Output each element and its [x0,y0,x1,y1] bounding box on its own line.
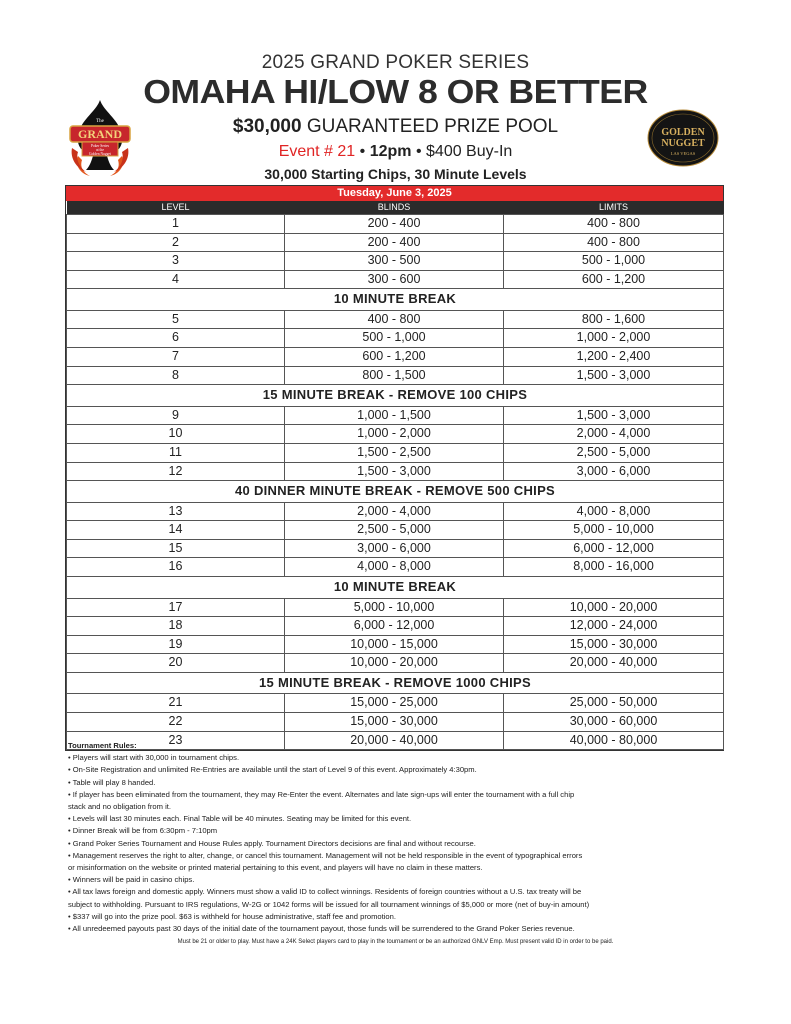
event-number: Event # 21 [278,143,356,160]
level-row [67,502,724,521]
rule-item: • Grand Poker Series Tournament and House Rules apply. Tournament Directors decisions are final and without recourse. [68,838,476,848]
blinds-cell: 600 - 1,200 [285,348,504,367]
level-cell: 3 [67,252,285,271]
event-time: 12pm [369,143,412,160]
rule-item: • All unredeemed payouts past 30 days of the initial date of the tournament payout, those funds will be surrendered to the Grand Poker Series revenue. [68,924,575,934]
event-title: OMAHA HI/LOW 8 OR BETTER [143,73,648,110]
gn-logo-line1: GOLDEN [661,127,705,138]
level-row [67,215,724,234]
limits-cell: 2,500 - 5,000 [504,443,724,462]
limits-cell: 5,000 - 10,000 [504,521,724,540]
blinds-cell: 1,000 - 2,000 [285,425,504,444]
level-cell: 20 [67,654,285,673]
break-label: 40 DINNER MINUTE BREAK - REMOVE 500 CHIPS [67,481,724,503]
limits-cell: 1,500 - 3,000 [504,406,724,425]
limits-cell: 400 - 800 [504,233,724,252]
limits-cell: 20,000 - 40,000 [504,654,724,673]
level-row [67,617,724,636]
level-cell: 2 [67,233,285,252]
blinds-cell: 2,500 - 5,000 [285,521,504,540]
limits-column-header: LIMITS [504,201,724,215]
rule-item: • Table will play 8 handed. [68,777,156,787]
blinds-cell: 300 - 600 [285,270,504,289]
level-column-header: LEVEL [67,201,285,215]
level-row [67,348,724,367]
level-cell: 15 [67,539,285,558]
level-row [67,310,724,329]
prize-amount: $30,000 [232,116,302,137]
limits-cell: 12,000 - 24,000 [504,617,724,636]
blinds-cell: 500 - 1,000 [285,329,504,348]
level-cell: 17 [67,598,285,617]
break-label: 10 MINUTE BREAK [67,289,724,311]
level-cell: 12 [67,462,285,481]
blinds-cell: 20,000 - 40,000 [285,731,504,750]
level-cell: 23 [67,731,285,750]
rules-list [68,752,708,935]
level-row [67,406,724,425]
limits-cell: 600 - 1,200 [504,270,724,289]
blind-structure-table [65,185,724,751]
break-row [67,481,724,503]
blinds-cell: 15,000 - 25,000 [285,694,504,713]
level-cell: 19 [67,635,285,654]
rule-item: • Players will start with 30,000 in tournament chips. [68,753,240,763]
blinds-cell: 2,000 - 4,000 [285,502,504,521]
grand-logo-top: The [96,119,104,124]
level-row [67,366,724,385]
grand-logo-sub1: Poker Series [90,144,110,148]
limits-cell: 2,000 - 4,000 [504,425,724,444]
level-row [67,712,724,731]
blinds-cell: 5,000 - 10,000 [285,598,504,617]
level-cell: 5 [67,310,285,329]
grand-poker-series-logo [68,98,132,180]
level-row [67,443,724,462]
level-cell: 14 [67,521,285,540]
level-row [67,558,724,577]
limits-cell: 3,000 - 6,000 [504,462,724,481]
limits-cell: 25,000 - 50,000 [504,694,724,713]
blinds-cell: 6,000 - 12,000 [285,617,504,636]
level-row [67,539,724,558]
blinds-cell: 1,500 - 3,000 [285,462,504,481]
blinds-cell: 1,000 - 1,500 [285,406,504,425]
gn-logo-line2: NUGGET [661,138,705,149]
level-cell: 11 [67,443,285,462]
break-row [67,672,724,694]
golden-nugget-logo [647,109,719,167]
break-row [67,577,724,599]
limits-cell: 30,000 - 60,000 [504,712,724,731]
level-row [67,270,724,289]
level-row [67,462,724,481]
level-cell: 10 [67,425,285,444]
level-cell: 22 [67,712,285,731]
limits-cell: 10,000 - 20,000 [504,598,724,617]
rule-item: • Levels will last 30 minutes each. Final Table will be 40 minutes. Seating may be limited for this event. [68,814,412,824]
level-cell: 6 [67,329,285,348]
limits-cell: 8,000 - 16,000 [504,558,724,577]
level-cell: 7 [67,348,285,367]
blinds-cell: 200 - 400 [285,215,504,234]
limits-cell: 400 - 800 [504,215,724,234]
limits-cell: 40,000 - 80,000 [504,731,724,750]
blinds-cell: 200 - 400 [285,233,504,252]
level-row [67,329,724,348]
limits-cell: 4,000 - 8,000 [504,502,724,521]
blinds-cell: 3,000 - 6,000 [285,539,504,558]
level-row [67,521,724,540]
rule-item: • Management reserves the right to alter, change, or cancel this tournament. Management will not be held responsible in the event of typographical errors or misinformation on the website or printed material pertaining to this event, and players will have no claim in these matters. [68,850,583,873]
level-row [67,252,724,271]
limits-cell: 800 - 1,600 [504,310,724,329]
prize-text: GUARANTEED PRIZE POOL [306,116,559,137]
rule-item: • $337 will go into the prize pool. $63 is withheld for house administrative, staff fee and promotion. [68,911,396,921]
rule-item: • On-Site Registration and unlimited Re-Entries are available until the start of Level 9 of this event. Approximately 4:30pm. [68,765,477,775]
schedule-date: Tuesday, June 3, 2025 [66,186,723,201]
limits-cell: 500 - 1,000 [504,252,724,271]
level-cell: 1 [67,215,285,234]
blinds-cell: 10,000 - 20,000 [285,654,504,673]
blinds-cell: 4,000 - 8,000 [285,558,504,577]
bullet-2: • [415,143,422,160]
rules-heading: Tournament Rules: [68,741,137,750]
tournament-rules [68,740,708,935]
rule-item: • If player has been eliminated from the tournament, they may Re-Enter the event. Alternates and late sign-ups will enter the tournament with a full chip stack and no obligation from it. [68,789,575,812]
rule-item: • Dinner Break will be from 6:30pm - 7:10pm [68,826,218,836]
level-cell: 21 [67,694,285,713]
blinds-column-header: BLINDS [285,201,504,215]
break-label: 15 MINUTE BREAK - REMOVE 100 CHIPS [67,385,724,407]
level-cell: 18 [67,617,285,636]
level-row [67,654,724,673]
blinds-cell: 15,000 - 30,000 [285,712,504,731]
age-requirement-footnote: Must be 21 or older to play. Must have a 24K Select players card to play in the tournament or be an authorized GNLV Emp. Must present valid ID in order to be paid. [177,939,614,945]
limits-cell: 1,000 - 2,000 [504,329,724,348]
rule-item: • All tax laws foreign and domestic apply. Winners must show a valid ID to collect winnings. Residents of foreign countries without a U.S. tax treaty will be subject to withholding. Pursuant to IRS regulations, W-2G or 1042 forms will be issued for all tournament winnings of $5,000 or more (net of buy-in amount) [68,887,590,909]
level-row [67,598,724,617]
level-row [67,233,724,252]
level-row [67,694,724,713]
level-cell: 8 [67,366,285,385]
break-row [67,385,724,407]
rule-item: • Winners will be paid in casino chips. [68,875,195,885]
limits-cell: 1,200 - 2,400 [504,348,724,367]
level-cell: 16 [67,558,285,577]
limits-cell: 15,000 - 30,000 [504,635,724,654]
blinds-cell: 800 - 1,500 [285,366,504,385]
column-header-row [67,201,724,215]
blinds-cell: 10,000 - 15,000 [285,635,504,654]
event-buyin: $400 Buy-In [426,143,513,160]
gn-logo-line3: LAS VEGAS [670,151,696,156]
limits-cell: 1,500 - 3,000 [504,366,724,385]
break-label: 10 MINUTE BREAK [67,577,724,599]
grand-logo-sub2: at the [96,148,104,152]
series-heading: 2025 GRAND POKER SERIES [261,52,530,73]
break-row [67,289,724,311]
level-cell: 4 [67,270,285,289]
level-cell: 13 [67,502,285,521]
level-row [67,635,724,654]
starting-chips-line: 30,000 Starting Chips, 30 Minute Levels [264,166,527,182]
blinds-cell: 1,500 - 2,500 [285,443,504,462]
grand-logo-main: GRAND [78,127,122,141]
blinds-cell: 400 - 800 [285,310,504,329]
grand-logo-sub3: Golden Nugget [88,152,112,156]
limits-cell: 6,000 - 12,000 [504,539,724,558]
blinds-cell: 300 - 500 [285,252,504,271]
break-label: 15 MINUTE BREAK - REMOVE 1000 CHIPS [67,672,724,694]
level-row [67,425,724,444]
bullet-1: • [359,143,366,160]
level-cell: 9 [67,406,285,425]
